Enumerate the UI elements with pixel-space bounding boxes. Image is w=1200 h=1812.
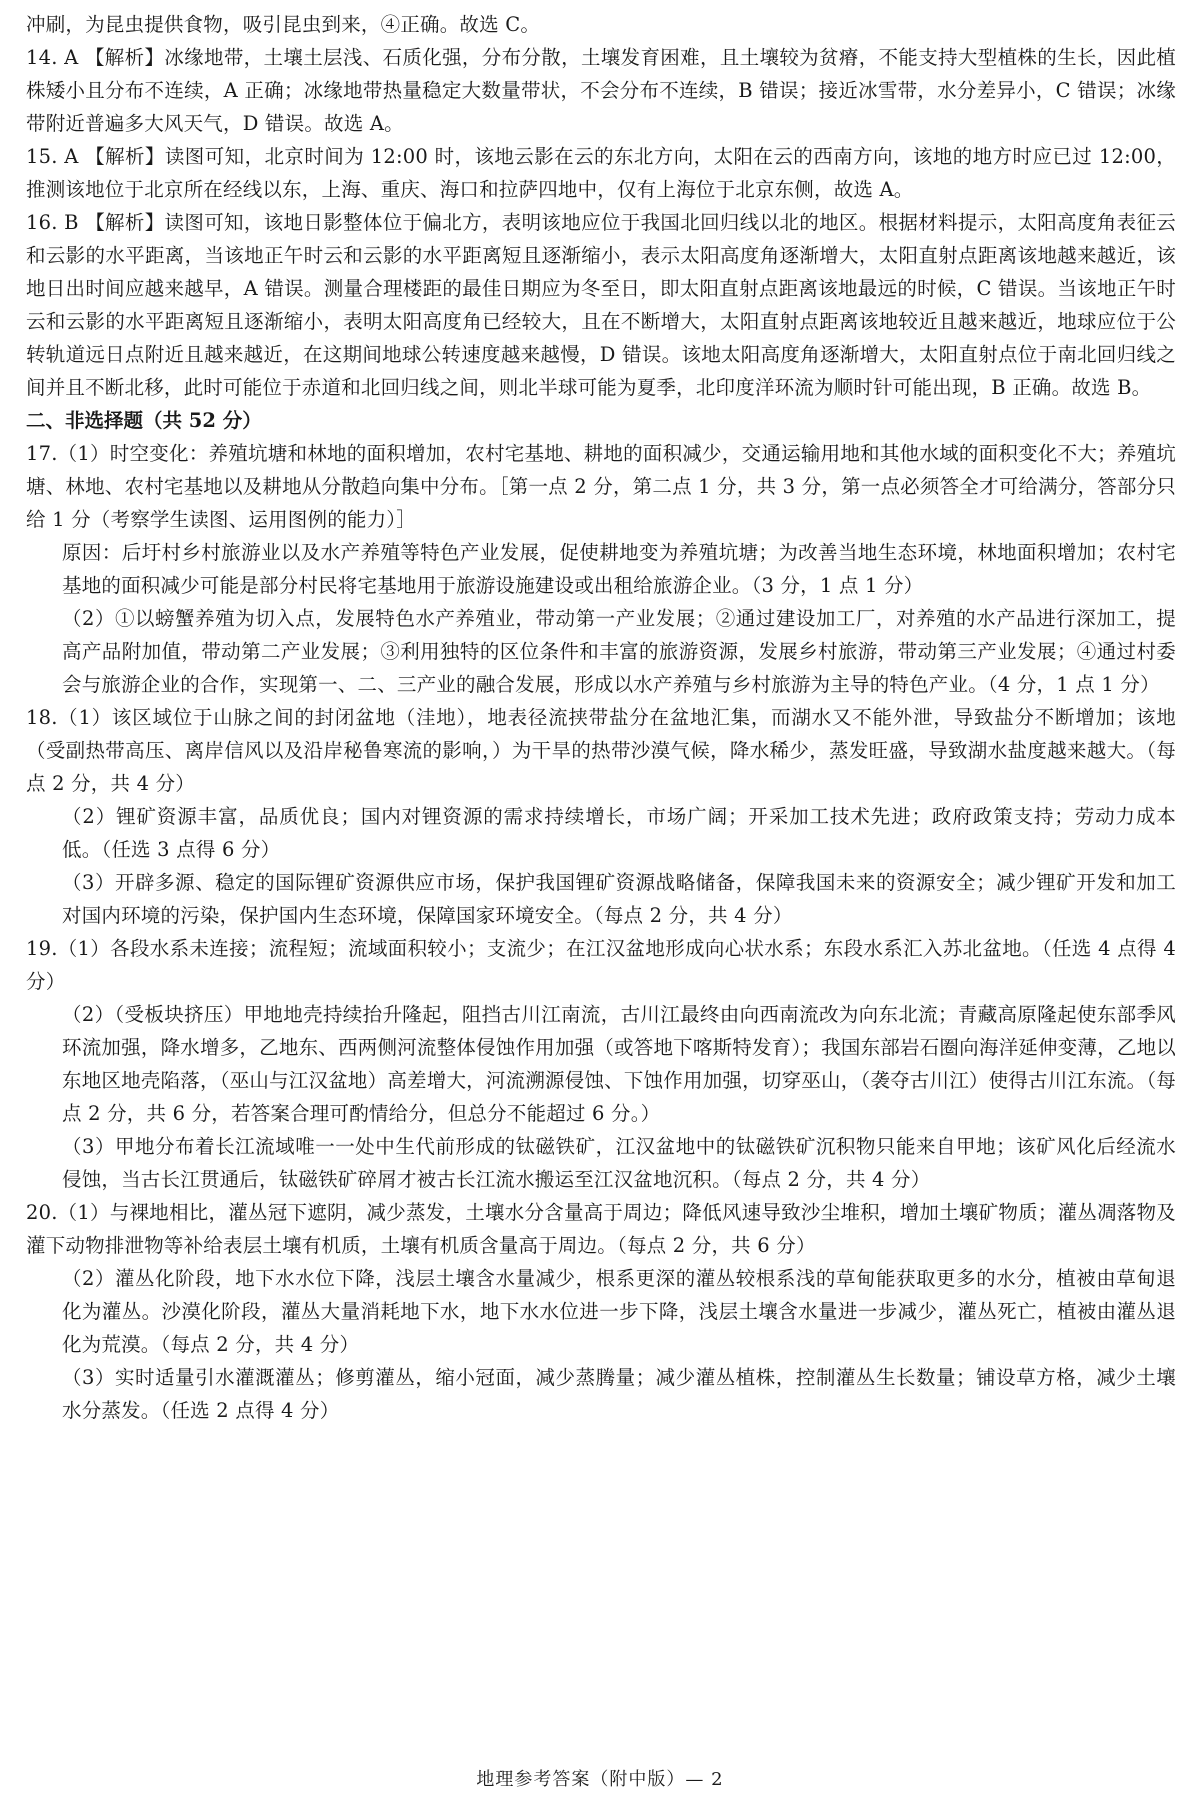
answer-continuation: 冲刷，为昆虫提供食物，吸引昆虫到来，④正确。故选 C。 (26, 13, 541, 36)
answer-18-part3: （3）开辟多源、稳定的国际锂矿资源供应市场，保护我国锂矿资源战略储备，保障我国未来的资源安全；减少锂矿开发和加工对国内环境的污染，保护国内生态环境，保障国家环境安全。（每点 2 分，共 4 分） (62, 871, 1176, 927)
answer-15: 15. A 【解析】读图可知，北京时间为 12:00 时，该地云影在云的东北方向，太阳在云的西南方向，该地的地方时应已过 12:00，推测该地位于北京所在经线以东，上海、重庆、海口和拉萨四地中，仅有上海位于北京东侧，故选 A。 (26, 145, 1176, 201)
answer-17-part1: 17.（1）时空变化：养殖坑塘和林地的面积增加，农村宅基地、耕地的面积减少，交通运输用地和其他水域的面积变化不大；养殖坑塘、林地、农村宅基地以及耕地从分散趋向集中分布。［第一点 2 分，第二点 1 分，共 3 分，第一点必须答全才可给满分，答部分只给 1 分（考察学生读图、运用图例的能力）］ (26, 442, 1176, 531)
answer-16: 16. B 【解析】读图可知，该地日影整体位于偏北方，表明该地应位于我国北回归线以北的地区。根据材料提示，太阳高度角表征云和云影的水平距离，当该地正午时云和云影的水平距离短且逐渐缩小，表示太阳高度角逐渐增大，太阳直射点距离该地越来越近，该地日出时间应越来越早，A 错误。测量合理楼距的最佳日期应为冬至日，即太阳直射点距离该地最远的时候，C 错误。当该地正午时云和云影的水平距离短且逐渐缩小，表明太阳高度角已经较大，且在不断增大，太阳直射点距离该地较近且越来越近，地球应位于公转轨道远日点附近且越来越近，在这期间地球公转速度越来越慢，D 错误。该地太阳高度角逐渐增大，太阳直射点位于南北回归线之间并且不断北移，此时可能位于赤道和北回归线之间，则北半球可能为夏季，北印度洋环流为顺时针可能出现，B 正确。故选 B。 (26, 211, 1176, 399)
answer-18-part2: （2）锂矿资源丰富，品质优良；国内对锂资源的需求持续增长，市场广阔；开采加工技术先进；政府政策支持；劳动力成本低。（任选 3 点得 6 分） (62, 805, 1176, 861)
section-heading: 二、非选择题（共 52 分） (26, 409, 262, 432)
answer-19-part1: 19.（1）各段水系未连接；流程短；流域面积较小；支流少；在江汉盆地形成向心状水系；东段水系汇入苏北盆地。（任选 4 点得 4 分） (26, 937, 1176, 993)
answer-20-part1: 20.（1）与裸地相比，灌丛冠下遮阴，减少蒸发，土壤水分含量高于周边；降低风速导致沙尘堆积，增加土壤矿物质；灌丛凋落物及灌下动物排泄物等补给表层土壤有机质，土壤有机质含量高于周边。（每点 2 分，共 6 分） (26, 1201, 1176, 1257)
answer-20-part2: （2）灌丛化阶段，地下水水位下降，浅层土壤含水量减少，根系更深的灌丛较根系浅的草甸能获取更多的水分，植被由草甸退化为灌丛。沙漠化阶段，灌丛大量消耗地下水，地下水水位进一步下降，浅层土壤含水量进一步减少，灌丛死亡，植被由灌丛退化为荒漠。（每点 2 分，共 4 分） (62, 1267, 1176, 1356)
answer-19-part2: （2）（受板块挤压）甲地地壳持续抬升隆起，阻挡古川江南流，古川江最终由向西南流改为向东北流；青藏高原隆起使东部季风环流加强，降水增多，乙地东、西两侧河流整体侵蚀作用加强（或答地下喀斯特发育）；我国东部岩石圈向海洋延伸变薄，乙地以东地区地壳陷落，（巫山与江汉盆地）高差增大，河流溯源侵蚀、下蚀作用加强，切穿巫山，（袭夺古川江）使得古川江东流。（每点 2 分，共 6 分，若答案合理可酌情给分，但总分不能超过 6 分。） (62, 1003, 1176, 1125)
page-footer: 地理参考答案（附中版）— 2 (476, 1769, 724, 1790)
answer-17-reason: 原因：后圩村乡村旅游业以及水产养殖等特色产业发展，促使耕地变为养殖坑塘；为改善当地生态环境，林地面积增加；农村宅基地的面积减少可能是部分村民将宅基地用于旅游设施建设或出租给旅游企业。（3 分，1 点 1 分） (62, 541, 1176, 597)
answer-17-part2: （2）①以螃蟹养殖为切入点，发展特色水产养殖业，带动第一产业发展；②通过建设加工厂，对养殖的水产品进行深加工，提高产品附加值，带动第二产业发展；③利用独特的区位条件和丰富的旅游资源，发展乡村旅游，带动第三产业发展；④通过村委会与旅游企业的合作，实现第一、二、三产业的融合发展，形成以水产养殖与乡村旅游为主导的特色产业。（4 分，1 点 1 分） (62, 607, 1176, 696)
answer-14: 14. A 【解析】冰缘地带，土壤土层浅、石质化强，分布分散，土壤发育困难，且土壤较为贫瘠，不能支持大型植株的生长，因此植株矮小且分布不连续，A 正确；冰缘地带热量稳定大数量带状，不会分布不连续，B 错误；接近冰雪带，水分差异小，C 错误；冰缘带附近普遍多大风天气，D 错误。故选 A。 (26, 46, 1176, 135)
answer-20-part3: （3）实时适量引水灌溉灌丛；修剪灌丛，缩小冠面，减少蒸腾量；减少灌丛植株，控制灌丛生长数量；铺设草方格，减少土壤水分蒸发。（任选 2 点得 4 分） (62, 1366, 1176, 1422)
answer-19-part3: （3）甲地分布着长江流域唯一一处中生代前形成的钛磁铁矿，江汉盆地中的钛磁铁矿沉积物只能来自甲地；该矿风化后经流水侵蚀，当古长江贯通后，钛磁铁矿碎屑才被古长江流水搬运至江汉盆地沉积。（每点 2 分，共 4 分） (62, 1135, 1176, 1191)
answer-18-part1: 18.（1）该区域位于山脉之间的封闭盆地（洼地），地表径流挟带盐分在盆地汇集，而湖水又不能外泄，导致盐分不断增加；该地（受副热带高压、离岸信风以及沿岸秘鲁寒流的影响，）为干旱的热带沙漠气候，降水稀少，蒸发旺盛，导致湖水盐度越来越大。（每点 2 分，共 4 分） (26, 706, 1176, 795)
